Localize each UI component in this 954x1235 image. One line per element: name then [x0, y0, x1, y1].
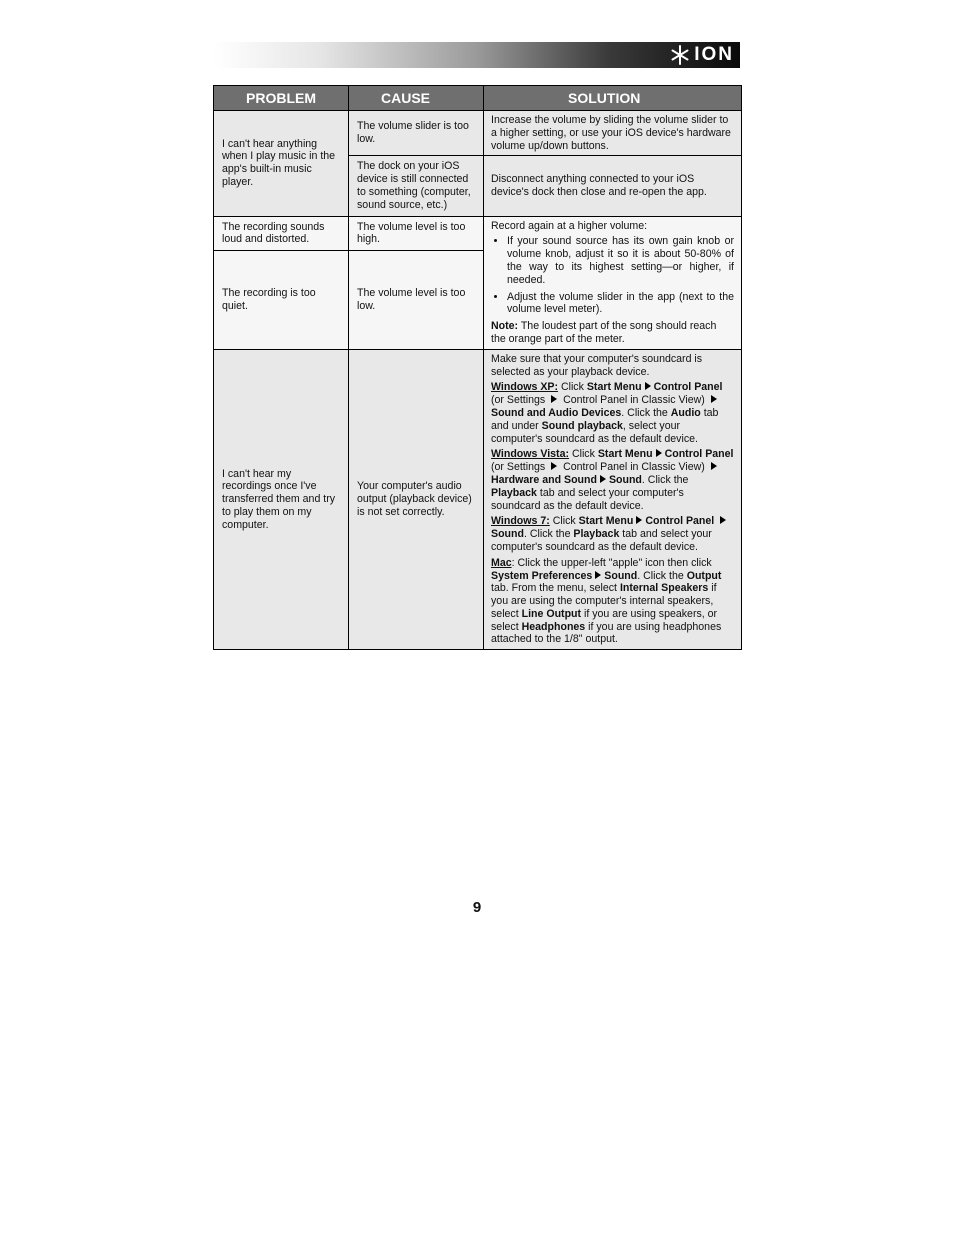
cause-cell: The volume level is too high. — [349, 216, 484, 251]
table-row — [214, 349, 742, 650]
list-item: • If your sound source has its own gain knob or volume knob, adjust it so it is about 50-80% of the way to its highest setting—or higher, if needed. — [507, 235, 734, 286]
solution-cell: Make sure that your computer's soundcard is selected as your playback device. Windows XP: Click Start Menu Control Panel (or Settings Control Panel in Classic View) Sound and Audio Devices. Click the Audio tab and under Sound playback, select your computer's soundcard as the default device. Windows Vista: Click Start Menu Control Panel (or Settings Control Panel in Classic View) Hardware and Sound Sound. Click the Playback tab and select your computer's soundcard as the default device. Windows 7: Click Start Menu Control Panel Sound. Click the Playback tab and select your computer's soundcard as the default device. Mac: Click the upper-left "apple" icon then click System Preferences Sound. Click the Output tab. From the menu, select Internal Speakers if you are using the computer's internal speakers, select Line Output if you are using speakers, or select Headphones if you are using headphones attached to the 1/8" output. — [484, 349, 742, 650]
arrow-right-icon — [711, 395, 717, 403]
troubleshooting-table — [213, 85, 742, 650]
cause-cell: The volume level is too low. — [349, 251, 484, 349]
arrow-right-icon — [551, 395, 557, 403]
arrow-right-icon — [711, 462, 717, 470]
cause-cell: The dock on your iOS device is still connected to something (computer, sound source, etc.) — [349, 156, 484, 216]
table-header-row — [214, 86, 742, 111]
arrow-right-icon — [595, 571, 601, 579]
header-cause: CAUSE — [349, 86, 484, 111]
windows-vista-steps: Windows Vista: Click Start Menu Control Panel (or Settings Control Panel in Classic View) Hardware and Sound Sound. Click the Playback tab and select your computer's soundcard as the default device. — [491, 448, 734, 512]
header-gradient-bar — [214, 42, 740, 68]
solution-cell: Record again at a higher volume: • If your sound source has its own gain knob or volume knob, adjust it so it is about 50-80% of the way to its highest setting—or higher, if needed. • Adjust the volume slider in the app (next to the volume level meter). Note: The loudest part of the song should reach the orange part of the meter. — [484, 216, 742, 349]
header-solution: SOLUTION — [484, 86, 742, 111]
cause-cell: Your computer's audio output (playback device) is not set correctly. — [349, 349, 484, 650]
brand-name: ION — [694, 44, 734, 65]
windows-xp-steps: Windows XP: Click Start Menu Control Panel (or Settings Control Panel in Classic View) Sound and Audio Devices. Click the Audio tab and under Sound playback, select your computer's soundcard as the default device. — [491, 381, 723, 445]
solution-cell: Increase the volume by sliding the volume slider to a higher setting, or use your iOS device's hardware volume up/down buttons. — [484, 111, 742, 156]
cause-cell: The volume slider is too low. — [349, 111, 484, 156]
solution-cell: Disconnect anything connected to your iOS device's dock then close and re-open the app. — [484, 156, 742, 216]
problem-cell: I can't hear my recordings once I've transferred them and try to play them on my computer. — [214, 349, 349, 650]
solution-bullet-list — [491, 235, 734, 316]
mac-steps: Mac: Click the upper-left "apple" icon then click System Preferences Sound. Click the Output tab. From the menu, select Internal Speakers if you are using the computer's internal speakers, select Line Output if you are using speakers, or select Headphones if you are using headphones attached to the 1/8" output. — [491, 556, 722, 646]
problem-cell: The recording sounds loud and distorted. — [214, 216, 349, 251]
windows-7-steps: Windows 7: Click Start Menu Control Panel Sound. Click the Playback tab and select your computer's soundcard as the default device. — [491, 515, 734, 553]
header-problem: PROBLEM — [214, 86, 349, 111]
table-row — [214, 111, 742, 156]
ion-logo — [670, 44, 734, 66]
list-item: • Adjust the volume slider in the app (next to the volume level meter). — [507, 291, 734, 317]
arrow-right-icon — [645, 382, 651, 390]
arrow-right-icon — [551, 462, 557, 470]
ion-star-icon — [670, 45, 690, 65]
arrow-right-icon — [656, 449, 662, 457]
arrow-right-icon — [600, 475, 606, 483]
page-number: 9 — [472, 899, 482, 916]
table-row — [214, 216, 742, 251]
problem-cell: I can't hear anything when I play music in the app's built-in music player. — [214, 111, 349, 217]
arrow-right-icon — [636, 516, 642, 524]
problem-cell: The recording is too quiet. — [214, 251, 349, 349]
arrow-right-icon — [720, 516, 726, 524]
